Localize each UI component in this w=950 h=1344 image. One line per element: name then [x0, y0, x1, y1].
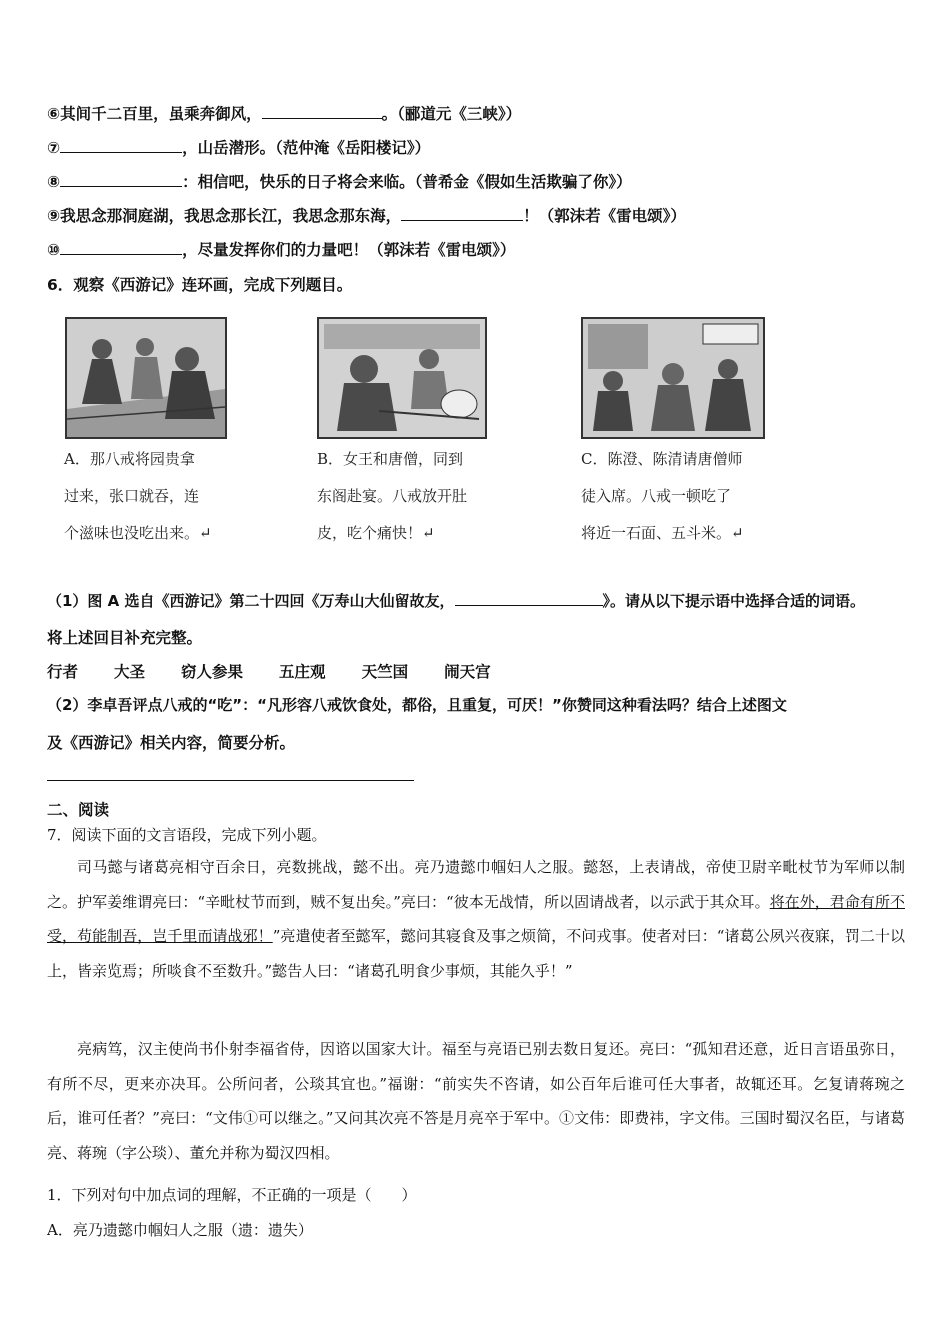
- sub-question-1: 1．下列对句中加点词的理解，不正确的一项是（ ）: [47, 1186, 417, 1204]
- answer-blank[interactable]: [455, 591, 603, 606]
- hint-word: 窃人参果: [181, 663, 244, 681]
- caption-b-line-3: 皮，吃个痛快！↵: [317, 524, 435, 542]
- q7-title: 7．阅读下面的文言语段，完成下列小题。: [47, 826, 327, 844]
- passage-paragraph-2: [47, 1032, 905, 1170]
- passage-text: 亮病笃，汉主使尚书仆射李福省侍，因谘以国家大计。福至与亮语已别去数日复还。亮曰：“孤知君还意，近日言语虽弥日，有所不尽，更来亦决耳。公所问者，公琰其宜也。”福谢：“前实失不咨请，如公百年后谁可任大事者，故辄还耳。乞复请蒋琬之后，谁可任者？”亮曰：“文伟①可以继之。”又问其次亮不答是月亮卒于军中。①文伟：即费祎，字文伟。三国时蜀汉名臣，与诸葛亮、蒋琬（字公琰）、董允并称为蜀汉四相。: [47, 1040, 905, 1162]
- hint-word: 闹天宫: [444, 663, 491, 681]
- caption-a-line-1: A．那八戒将园贵拿: [64, 450, 195, 468]
- q6-sub2-line-1: （2）李卓吾评点八戒的“吃”：“凡形容八戒饮食处，都俗，且重复，可厌！”你赞同这种看法吗？结合上述图文: [47, 696, 787, 714]
- section-heading: 二、阅读: [47, 801, 110, 819]
- answer-blank[interactable]: [60, 138, 182, 153]
- caption-c: [581, 441, 744, 552]
- q5-l9-text: ⑨我思念那洞庭湖，我思念那长江，我思念那东海，: [47, 207, 402, 225]
- q5-l9-source: ！（郭沫若《雷电颂》）: [523, 207, 686, 225]
- illustration-a: [65, 317, 227, 439]
- caption-b-line-2: 东阁赴宴。八戒放开肚: [317, 487, 468, 505]
- q6-sub2-line-2: 及《西游记》相关内容，简要分析。: [47, 734, 296, 752]
- q5-l6-source: 。（郦道元《三峡》）: [381, 105, 522, 123]
- answer-blank[interactable]: [401, 206, 523, 221]
- passage-text: 司马懿与诸葛亮相守百余日，亮数挑战，懿不出。亮乃遗懿巾帼妇人之服。懿怒，上表请战，帝使卫尉辛毗杖节为军师以制之。护军姜维谓亮曰：“辛毗杖节而到，贼不复出矣。”亮曰：“彼本无战情，所以固请战者，以示武于其众耳。: [47, 858, 905, 911]
- caption-a: [64, 441, 212, 552]
- q5-l10-num: ⑩: [47, 241, 61, 259]
- q5-line-7: [47, 136, 430, 158]
- q6-title: 6．观察《西游记》连环画，完成下列题目。: [47, 276, 353, 294]
- illustration-c-drawing: [583, 319, 763, 437]
- answer-blank[interactable]: [262, 104, 382, 119]
- caption-c-line-1: C．陈澄、陈清请唐僧师: [581, 450, 743, 468]
- caption-b: [317, 441, 467, 552]
- q5-line-6: [47, 102, 521, 124]
- caption-c-line-3: 将近一石面、五斗米。↵: [581, 524, 744, 542]
- q5-l6-text: ⑥其间千二百里，虽乘奔御风，: [47, 105, 262, 123]
- option-a[interactable]: A．亮乃遗懿巾帼妇人之服（遗：遗失）: [47, 1221, 313, 1239]
- illustration-b-drawing: [319, 319, 485, 437]
- answer-line[interactable]: [47, 780, 414, 781]
- hint-word: 行者: [47, 663, 79, 681]
- q5-l8-text: ：相信吧，快乐的日子将会来临。（普希金《假如生活欺骗了你》）: [182, 173, 632, 191]
- caption-a-line-2: 过来，张口就吞，连: [64, 487, 200, 505]
- hint-word: 大圣: [114, 663, 146, 681]
- answer-blank[interactable]: [60, 172, 182, 187]
- illustration-a-drawing: [67, 319, 225, 437]
- q5-line-8: [47, 170, 632, 192]
- hint-word: 五庄观: [279, 663, 326, 681]
- hint-words: [47, 660, 527, 682]
- q5-line-9: [47, 204, 686, 226]
- q5-l7-num: ⑦: [47, 139, 61, 157]
- q5-l7-text: ，山岳潜形。（范仲淹《岳阳楼记》）: [182, 139, 431, 157]
- caption-b-line-1: B．女王和唐僧，同到: [317, 450, 464, 468]
- caption-a-line-3: 个滋味也没吃出来。↵: [64, 524, 212, 542]
- q5-l8-num: ⑧: [47, 173, 61, 191]
- hint-word: 天竺国: [361, 663, 409, 681]
- answer-blank[interactable]: [60, 240, 182, 255]
- q6-sub1-line-2: 将上述回目补充完整。: [47, 629, 203, 647]
- passage-paragraph-1: [47, 850, 905, 988]
- caption-c-line-2: 徒入席。八戒一顿吃了: [581, 487, 732, 505]
- passage-text: ”亮遣使者至懿军，懿问其寝食及事之烦简，不问戎事。使者对曰：“诸葛公夙兴夜寐，罚二十以上，皆亲览焉；所啖食不至数升。”懿告人曰：“诸葛孔明食少事烦，其能久乎！”: [47, 927, 905, 980]
- q5-line-10: [47, 238, 515, 260]
- q6-sub1-line-1: [47, 590, 865, 611]
- q6-sub1-text-post: 》。请从以下提示语中选择合适的词语。: [602, 592, 866, 610]
- underlined-sentence: 将在外，君命有所不受，苟能制吾，岂千里而请战邪！: [47, 892, 905, 945]
- q5-l10-text: ，尽量发挥你们的力量吧！（郭沫若《雷电颂》）: [182, 241, 516, 259]
- illustration-c: [581, 317, 765, 439]
- q6-sub1-text: （1）图 A 选自《西游记》第二十四回《万寿山大仙留故友，: [47, 592, 455, 610]
- illustration-b: [317, 317, 487, 439]
